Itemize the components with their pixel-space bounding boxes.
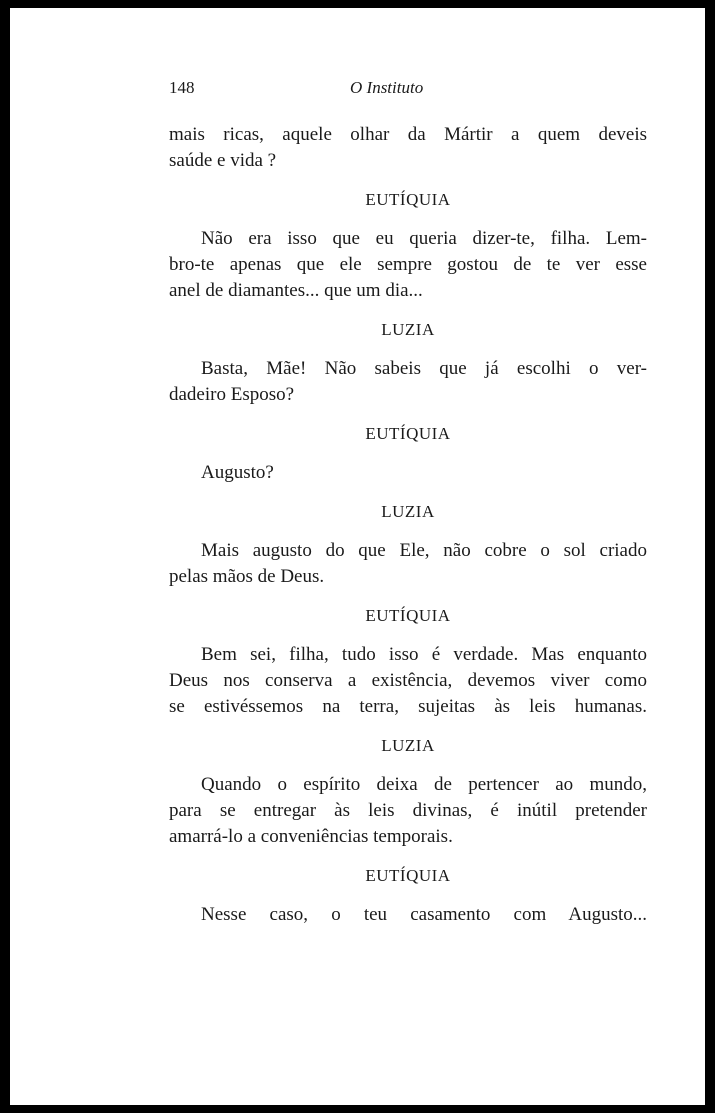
speaker-name: LUZIA [381,320,435,339]
speaker-name: EUTÍQUIA [365,866,451,885]
line: dadeiro Esposo? [169,384,295,405]
line: Augusto? [201,462,274,483]
speaker-name: LUZIA [381,736,435,755]
paragraph-4 [169,460,647,486]
speaker-name: EUTÍQUIA [365,190,451,209]
line: se estivéssemos na terra, sujeitas às leis humanas. [169,696,647,717]
paragraph-2 [169,226,647,304]
running-title: O Instituto [350,78,424,97]
speaker-name: EUTÍQUIA [365,606,451,625]
line: Mais augusto do que Ele, não cobre o sol criado [201,540,647,561]
line: Basta, Mãe! Não sabeis que já escolhi o ver- [201,358,647,379]
speaker-name: LUZIA [381,502,435,521]
line: Não era isso que eu queria dizer-te, filha. Lem- [201,228,647,249]
page-body [169,122,647,928]
paragraph-3 [169,356,647,408]
book-page [10,8,705,1105]
line: Quando o espírito deixa de pertencer ao mundo, [201,774,647,795]
speaker-name: EUTÍQUIA [365,424,451,443]
paragraph-6 [169,642,647,720]
paragraph-1 [169,122,647,174]
line: saúde e vida ? [169,150,277,171]
page-number: 148 [169,78,195,97]
line: anel de diamantes... que um dia... [169,280,423,301]
paragraph-5 [169,538,647,590]
line: Deus nos conserva a existência, devemos viver como [169,670,647,691]
line: amarrá-lo a conveniências temporais. [169,826,453,847]
line: pelas mãos de Deus. [169,566,325,587]
line: Nesse caso, o teu casamento com Augusto... [201,904,647,925]
line: para se entregar às leis divinas, é inútil pretender [169,800,647,821]
line: bro-te apenas que ele sempre gostou de te ver esse [169,254,647,275]
line: mais ricas, aquele olhar da Mártir a quem deveis [169,124,647,145]
paragraph-7 [169,772,647,850]
line: Bem sei, filha, tudo isso é verdade. Mas enquanto [201,644,647,665]
paragraph-8 [169,902,647,928]
